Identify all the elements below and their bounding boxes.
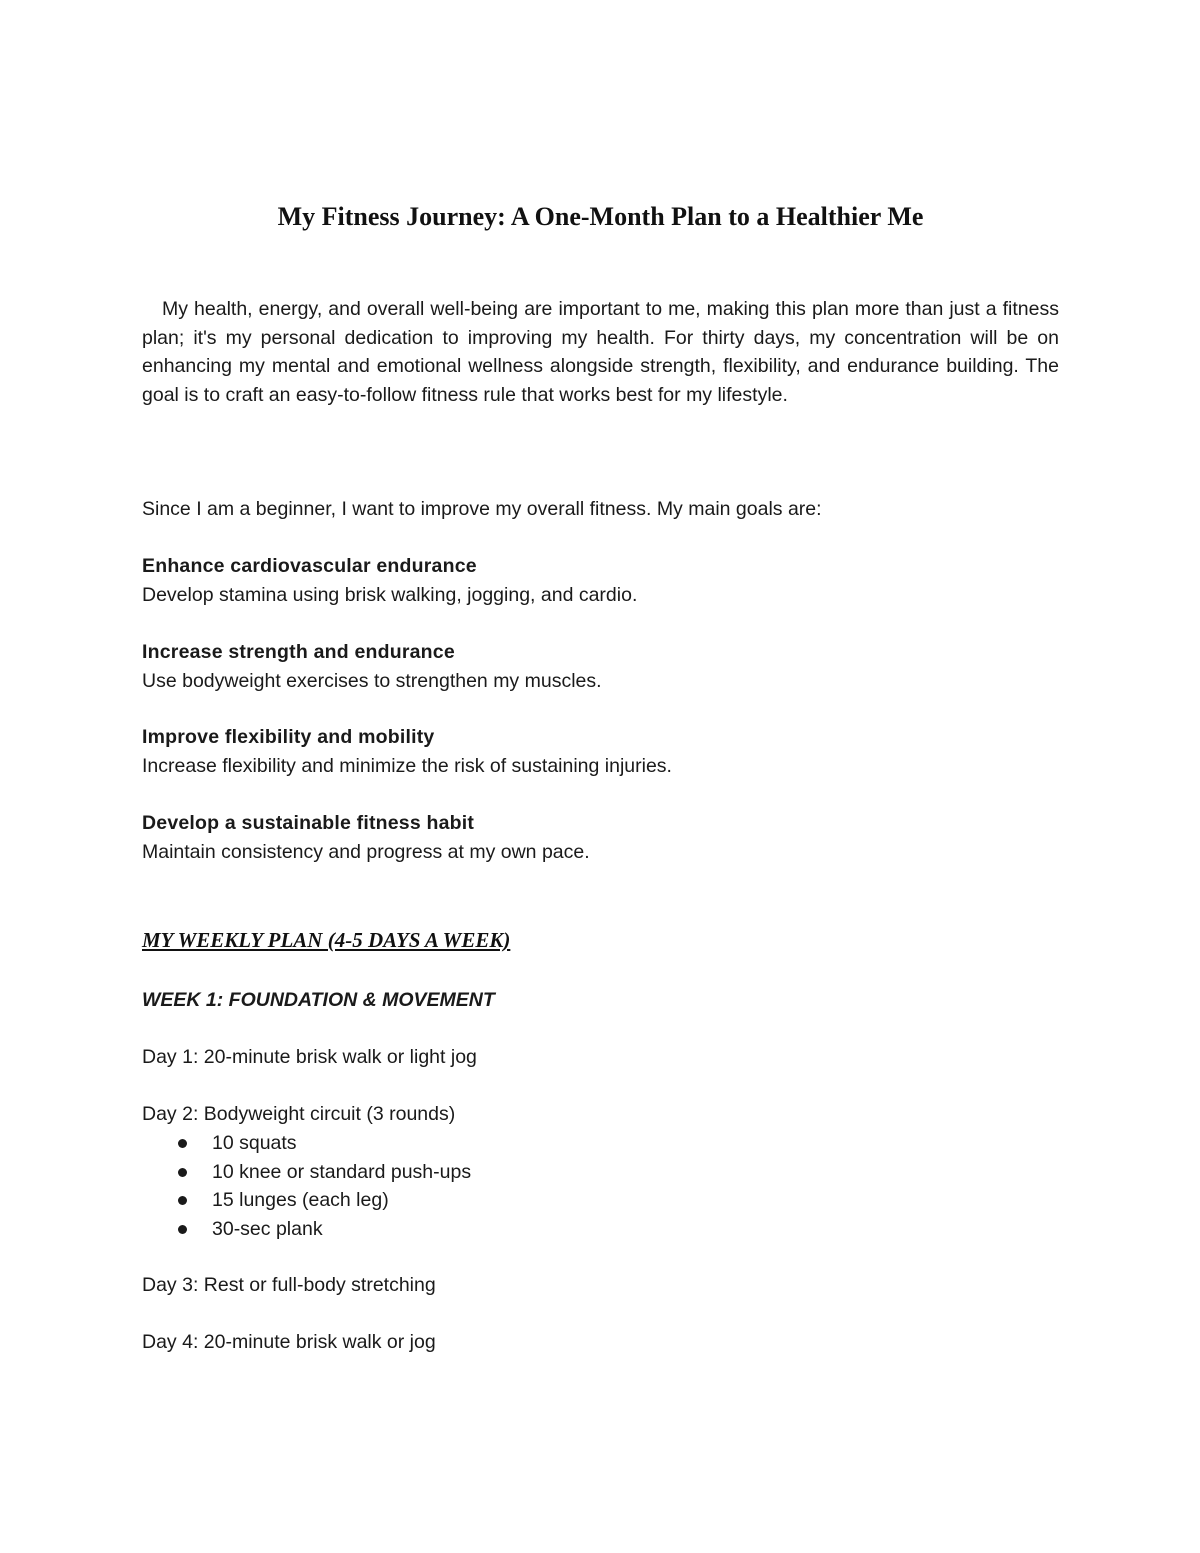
- goal-cardio: [142, 552, 1059, 609]
- exercise-label: 10 knee or standard push-ups: [212, 1160, 472, 1183]
- goal-title: Develop a sustainable fitness habit: [142, 812, 475, 834]
- day-1-text: Day 1: 20-minute brisk walk or light jog: [142, 1046, 477, 1068]
- exercise-label: 30-sec plank: [212, 1217, 323, 1240]
- goals-lead-text: Since I am a beginner, I want to improve my overall fitness. My main goals are:: [142, 498, 822, 520]
- goal-title: Increase strength and endurance: [142, 641, 455, 663]
- exercise-label: 15 lunges (each leg): [212, 1189, 389, 1211]
- day-3-text: Day 3: Rest or full-body stretching: [142, 1274, 436, 1296]
- day-2-exercise-list: [142, 1129, 471, 1243]
- intro-paragraph: My health, energy, and overall well-being are important to me, making this plan more than just a fitness plan; it's my personal dedication to improving my health. For thirty days, my concentration will be on enhancing my mental and emotional wellness alongside strength, flexibility, and endurance building. The goal is to craft an easy-to-follow fitness rule that works best for my lifestyle.: [142, 298, 1059, 406]
- goal-title: Improve flexibility and mobility: [142, 726, 435, 748]
- day-4-text: Day 4: 20-minute brisk walk or jog: [142, 1331, 436, 1353]
- list-item: [142, 1158, 471, 1187]
- goal-title: Enhance cardiovascular endurance: [142, 555, 477, 577]
- list-item: [142, 1186, 471, 1215]
- document-title: My Fitness Journey: A One-Month Plan to a Healthier Me: [277, 202, 924, 231]
- list-item: [142, 1215, 471, 1244]
- weekly-plan-heading: MY WEEKLY PLAN (4-5 DAYS A WEEK): [142, 928, 511, 952]
- goal-habit: [142, 809, 1059, 866]
- bullet-icon: [178, 1225, 187, 1234]
- goal-description: Increase flexibility and minimize the risk of sustaining injuries.: [142, 754, 672, 777]
- bullet-icon: [178, 1196, 187, 1205]
- goal-description: Maintain consistency and progress at my own pace.: [142, 840, 590, 863]
- goal-description: Use bodyweight exercises to strengthen my muscles.: [142, 669, 602, 692]
- bullet-icon: [178, 1168, 187, 1177]
- week-1-heading: WEEK 1: FOUNDATION & MOVEMENT: [142, 989, 495, 1011]
- list-item: [142, 1129, 471, 1158]
- goal-strength: [142, 638, 1059, 695]
- exercise-label: 10 squats: [212, 1132, 297, 1154]
- goal-flexibility: [142, 723, 1059, 780]
- goal-description: Develop stamina using brisk walking, jogging, and cardio.: [142, 583, 638, 606]
- day-2-text: Day 2: Bodyweight circuit (3 rounds): [142, 1103, 456, 1125]
- bullet-icon: [178, 1139, 187, 1148]
